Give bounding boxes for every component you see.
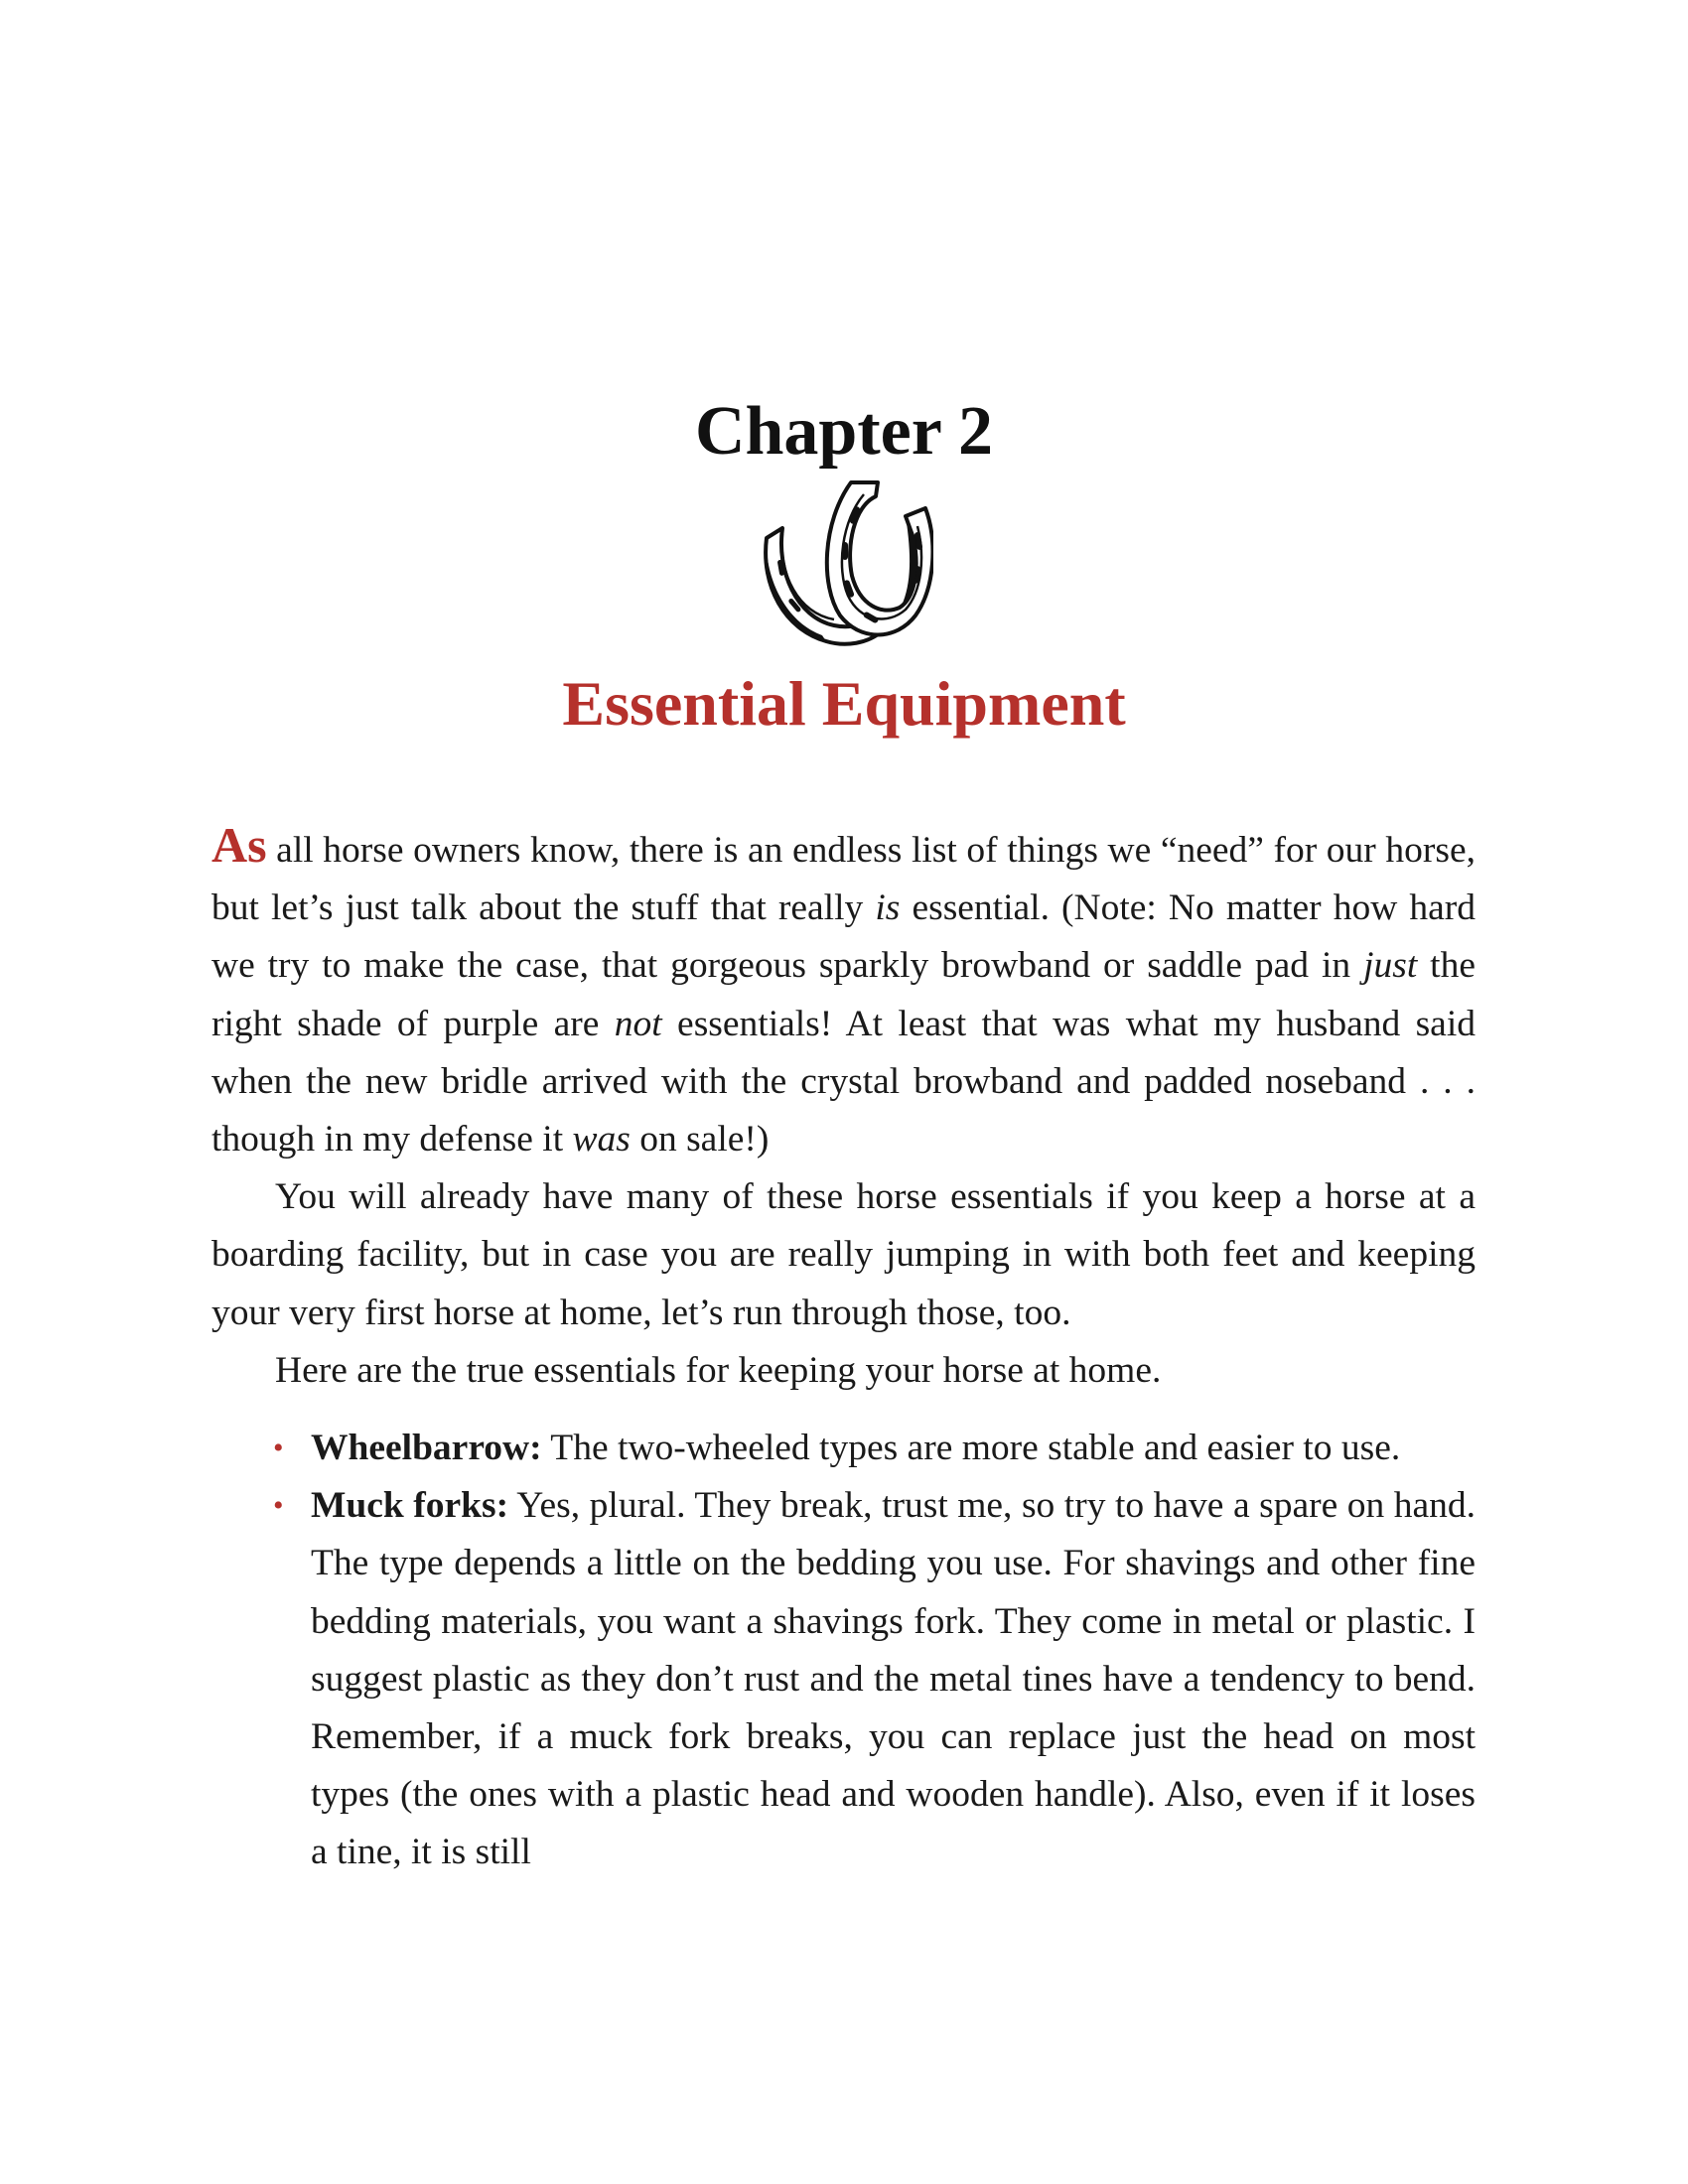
list-item [273,1477,1477,1881]
chapter-title: Essential Equipment [562,668,1126,739]
double-horseshoe-icon [757,477,933,647]
list-item [273,1420,1476,1477]
chapter-body [211,816,1476,1882]
intro-paragraph-2: You will already have many of these horse essentials if you keep a horse at a boarding facility, but in case you are really jumping in with both feet and keeping your very first horse at home, let’s run through those, too. [211,1176,1476,1333]
bullet-icon: • [273,1432,284,1465]
bullet-icon: • [273,1489,284,1523]
paragraph-text: the right shade of purple are [211,945,1476,1044]
chapter-number: Chapter 2 [694,393,994,470]
list-item-text: The two-wheeled types are more stable and easier to use. [541,1428,1401,1469]
paragraph-text: essential. (Note: No matter how hard we try to make the case, that gorgeous sparkly browband or saddle pad in [211,887,1476,987]
list-item-text: Yes, plural. They break, trust me, so try to have a spare on hand. The type depends a little on the bedding you use. For shavings and other fine bedding materials, you want a shavings fork. They come in metal or plastic. I suggest plastic as they don’t rust and the metal tines have a tendency to bend. Remember, if a muck fork breaks, you can replace just the head on most types (the ones with a plastic head and wooden handle). Also, even if it loses a tine, it is still [311,1485,1477,1873]
intro-paragraph-1 [211,816,1476,1168]
paragraph-text: on sale!) [630,1119,770,1160]
emphasis: not [614,1003,662,1044]
list-item-term: Muck forks: [311,1485,509,1527]
emphasis: is [875,887,901,929]
list-item-term: Wheelbarrow: [311,1428,542,1469]
essentials-list [211,1420,1476,1882]
paragraph-text: essentials! At least that was what my husband said when the new bridle arrived with the crystal browband and padded noseband . . . though in my defense it [211,1003,1476,1160]
intro-paragraph-3: Here are the true essentials for keeping your horse at home. [275,1349,1162,1391]
drop-cap: As [211,817,267,873]
emphasis: was [572,1119,631,1160]
emphasis: just [1363,945,1418,987]
paragraph-text: all horse owners know, there is an endless list of things we “need” for our horse, but let’s just talk about the stuff that really [211,830,1476,929]
